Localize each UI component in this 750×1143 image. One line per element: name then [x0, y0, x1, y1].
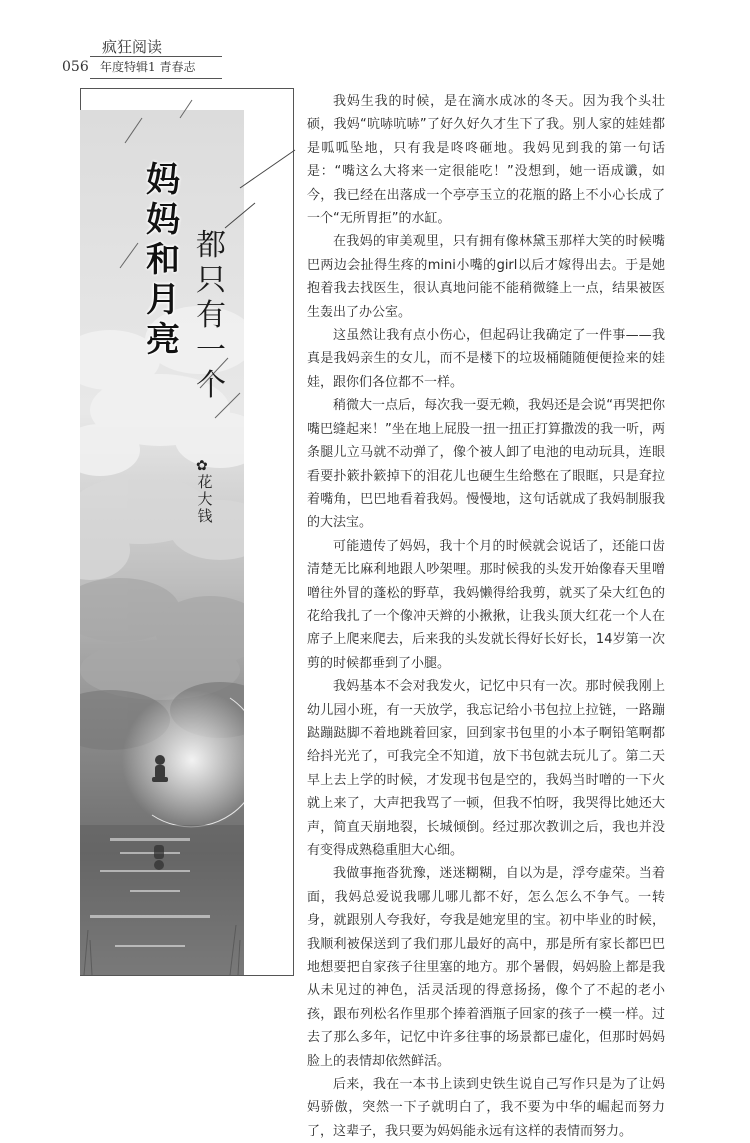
paragraph: 我妈基本不会对我发火，记忆中只有一次。那时候我刚上幼儿园小班，有一天放学，我忘记给小书包拉上拉链，一路蹦跶蹦跶脚不着地跳着回家，回到家书包里的小本子啊铅笔啊都给抖光光了，可我完全不知道，放下书包就去玩儿了。第二天早上去上学的时候，才发现书包是空的，我妈当时噌的一下火就上来了，大声把我骂了一顿，但我不怕呀，我哭得比她还大声，简直天崩地裂，长城倾倒。经过那次教训之后，我也并没有变得成熟稳重胆大心细。: [307, 679, 665, 858]
author-name: 花大钱: [197, 473, 213, 525]
paragraph: 这虽然让我有点小伤心，但起码让我确定了一件事——我真是我妈亲生的女儿，而不是楼下的垃圾桶随随便便捡来的娃娃，跟你们各位都不一样。: [307, 328, 665, 390]
paragraph: 在我妈的审美观里，只有拥有像林黛玉那样大笑的时候嘴巴两边会扯得生疼的mini小嘴的girl以后才嫁得出去。于是她抱着我去找医生，很认真地问能不能稍微缝上一点，结果被医生轰出了办公室。: [307, 234, 665, 320]
page-header: [62, 36, 262, 86]
article-title: 妈妈和月亮: [146, 160, 180, 360]
paragraph: 可能遗传了妈妈，我十个月的时候就会说话了，还能口齿清楚无比麻利地跟人吵架哩。那时候我的头发开始像春天里噌噌往外冒的蓬松的野草，我妈懒得给我剪，就买了朵大红色的花给我扎了一个像冲天辫的小揪揪，让我头顶大红花一个人在席子上爬来爬去，后来我的头发就长得好长好长，14岁第一次剪的时候都垂到了小腿。: [307, 538, 665, 671]
paragraph: 我做事拖沓犹豫，迷迷糊糊，自以为是，浮夸虚荣。当着面，我妈总爱说我哪儿哪儿都不好，怎么怎么不争气。一转身，就跟别人夸我好，夸我是她宠里的宝。初中毕业的时候，我顺利被保送到了我们那儿最好的高中，那是所有家长都巴巴地想要把自家孩子往里塞的地方。那个暑假，妈妈脸上都是我从未见过的神色，活灵活现的得意扬扬，像个了不起的老小孩，跟布列松名作里那个捧着酒瓶子回家的孩子一模一样。过去了那么多年，记忆中许多往事的场景都已虚化，但那时妈妈脸上的表情却依然鲜活。: [307, 866, 665, 1069]
paragraph: 稍微大一点后，每次我一耍无赖，我妈还是会说“再哭把你嘴巴缝起来！”坐在地上屁股一扭一扭正打算撒泼的我一听，两条腿儿立马就不动弹了，像个被人卸了电池的电动玩具，连眼看要扑簌扑簌掉下的泪花儿也硬生生给憋在了眼眶，只是耷拉着嘴角，巴巴地看着我妈。慢慢地，这句话就成了我妈制服我的大法宝。: [307, 398, 665, 531]
article-subtitle: 都只有一个: [196, 228, 226, 403]
header-divider: [90, 78, 222, 79]
paragraph: 后来，我在一本书上读到史铁生说自己写作只是为了让妈妈骄傲，突然一下子就明白了，我不要为中华的崛起而努力了，这辈子，我只要为妈妈能永远有这样的表情而努力。: [307, 1077, 665, 1139]
flower-icon: ✿: [196, 458, 208, 474]
article-body: [307, 90, 665, 1143]
page-number: 056: [62, 59, 89, 75]
magazine-subtitle: 年度特辑1 青春志: [100, 60, 196, 74]
paragraph: 我妈生我的时候，是在滴水成冰的冬天。因为我个头壮硕，我妈“吭哧吭哧”了好久好久才生下了我。别人家的娃娃都是呱呱坠地，只有我是咚咚砸地。我妈见到我的第一句话是：“嘴这么大将来一定很能吃！”没想到，她一语成谶，如今，我已经在出落成一个亭亭玉立的花瓶的路上不小心长成了一个“无所胃拒”的水缸。: [307, 94, 665, 227]
header-divider: [90, 56, 222, 57]
magazine-name: 疯狂阅读: [102, 38, 163, 56]
